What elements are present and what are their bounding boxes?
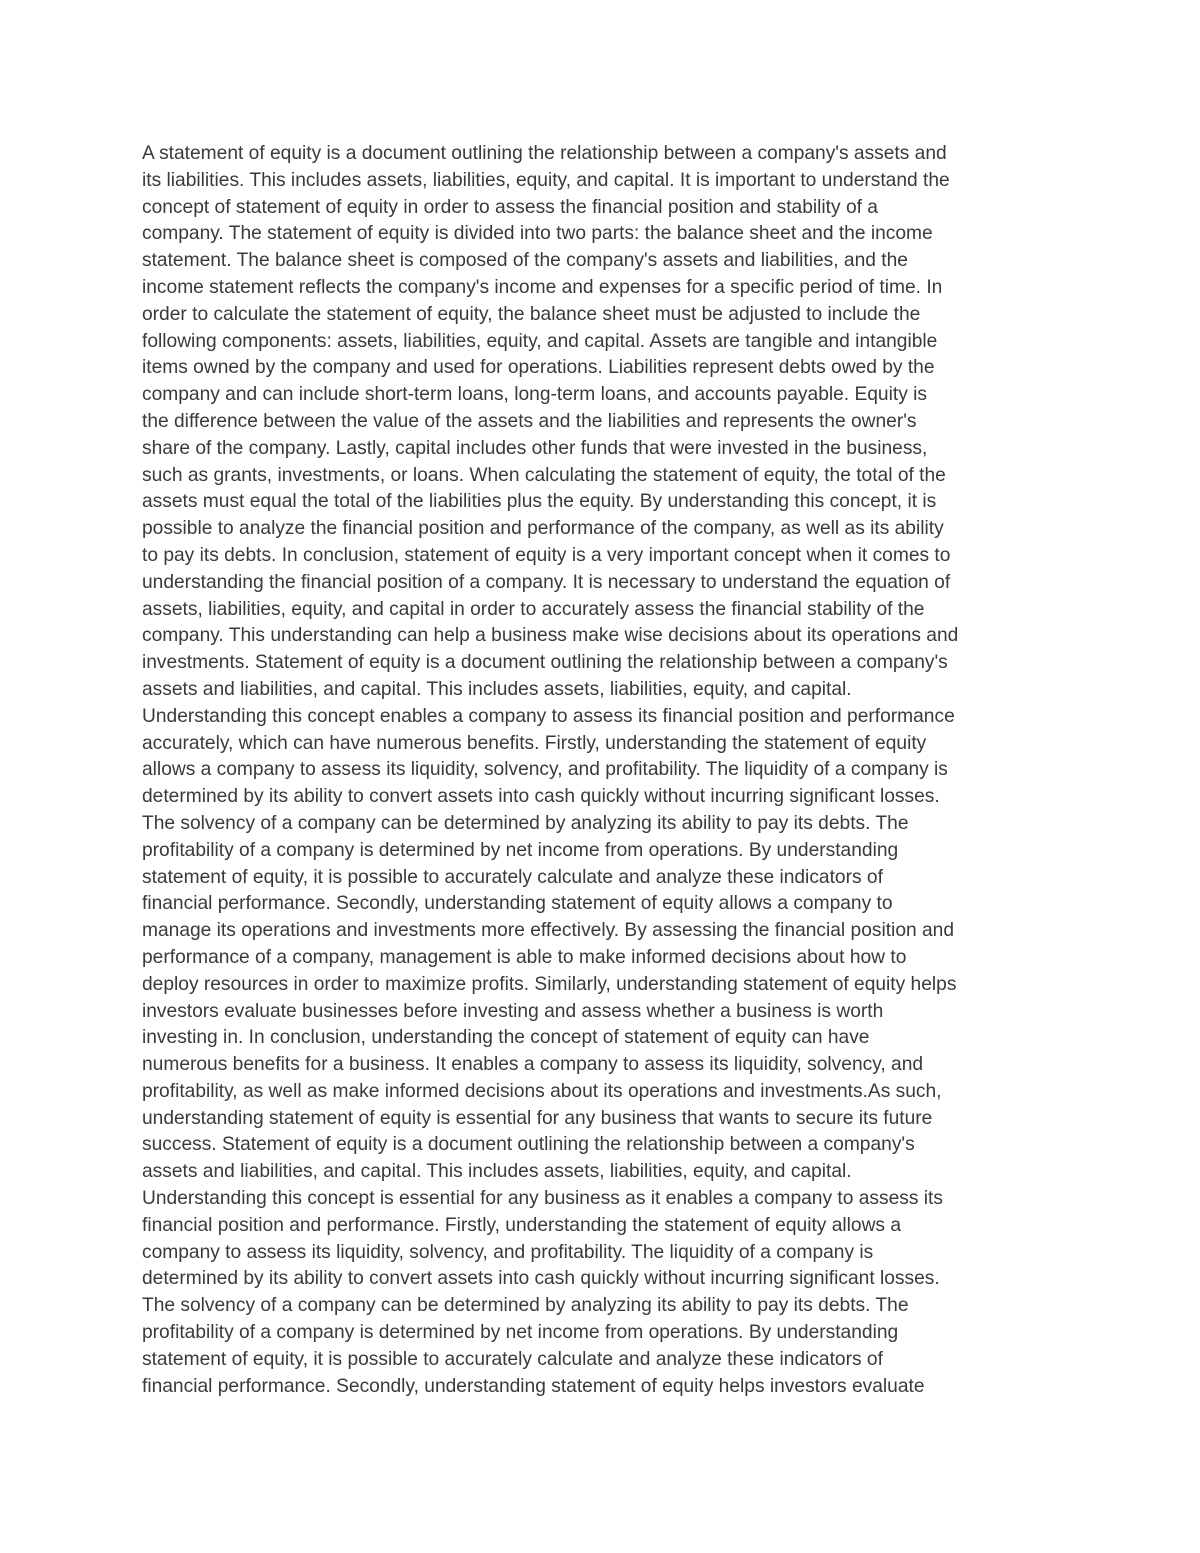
body-paragraph <box>142 141 1102 1400</box>
text-line: numerous benefits for a business. It enables a company to assess its liquidity, solvency, and <box>142 1054 924 1076</box>
text-line: Understanding this concept is essential for any business as it enables a company to assess its <box>142 1188 943 1210</box>
text-line: determined by its ability to convert assets into cash quickly without incurring significant losses. <box>142 1268 940 1290</box>
text-line: statement of equity, it is possible to accurately calculate and analyze these indicators of <box>142 866 883 888</box>
text-line: assets must equal the total of the liabilities plus the equity. By understanding this concept, it is <box>142 491 937 513</box>
text-line: assets, liabilities, equity, and capital in order to accurately assess the financial stability of the <box>142 598 925 620</box>
text-line: statement. The balance sheet is composed of the company's assets and liabilities, and the <box>142 250 908 272</box>
text-line: profitability, as well as make informed decisions about its operations and investments.As such, <box>142 1080 942 1102</box>
text-line: performance of a company, management is able to make informed decisions about how to <box>142 946 907 968</box>
text-line: company. This understanding can help a business make wise decisions about its operations and <box>142 625 959 647</box>
text-line: A statement of equity is a document outlining the relationship between a company's assets and <box>142 143 947 164</box>
text-line: concept of statement of equity in order to assess the financial position and stability of a <box>142 196 878 218</box>
text-line: order to calculate the statement of equity, the balance sheet must be adjusted to include the <box>142 303 921 325</box>
text-line: understanding the financial position of a company. It is necessary to understand the equation of <box>142 571 951 593</box>
text-line: investors evaluate businesses before investing and assess whether a business is worth <box>142 1000 884 1022</box>
text-line: success. Statement of equity is a document outlining the relationship between a company's <box>142 1134 915 1156</box>
text-line: The solvency of a company can be determined by analyzing its ability to pay its debts. The <box>142 1295 909 1317</box>
text-line: Understanding this concept enables a company to assess its financial position and performance <box>142 705 955 727</box>
text-line: financial performance. Secondly, understanding statement of equity helps investors evaluate <box>142 1375 925 1397</box>
text-line: to pay its debts. In conclusion, statement of equity is a very important concept when it comes to <box>142 544 951 566</box>
text-line: assets and liabilities, and capital. This includes assets, liabilities, equity, and capital. <box>142 1161 852 1183</box>
text-line: its liabilities. This includes assets, liabilities, equity, and capital. It is important to understand the <box>142 169 950 191</box>
text-line: financial performance. Secondly, understanding statement of equity allows a company to <box>142 893 893 915</box>
text-line: items owned by the company and used for operations. Liabilities represent debts owed by the <box>142 357 935 379</box>
text-line: assets and liabilities, and capital. This includes assets, liabilities, equity, and capital. <box>142 678 852 700</box>
text-line: such as grants, investments, or loans. When calculating the statement of equity, the total of the <box>142 464 946 486</box>
text-line: company. The statement of equity is divided into two parts: the balance sheet and the income <box>142 223 933 245</box>
text-line: manage its operations and investments more effectively. By assessing the financial position and <box>142 920 955 942</box>
text-line: determined by its ability to convert assets into cash quickly without incurring significant losses. <box>142 786 940 808</box>
text-line: The solvency of a company can be determined by analyzing its ability to pay its debts. The <box>142 812 909 834</box>
text-line: company and can include short-term loans, long-term loans, and accounts payable. Equity is <box>142 384 927 406</box>
text-line: allows a company to assess its liquidity, solvency, and profitability. The liquidity of a company is <box>142 759 948 781</box>
text-line: income statement reflects the company's income and expenses for a specific period of time. In <box>142 276 943 298</box>
text-line: company to assess its liquidity, solvency, and profitability. The liquidity of a company is <box>142 1241 874 1263</box>
text-line: understanding statement of equity is essential for any business that wants to secure its future <box>142 1107 933 1129</box>
text-line: deploy resources in order to maximize profits. Similarly, understanding statement of equity helps <box>142 973 957 995</box>
text-line: investing in. In conclusion, understanding the concept of statement of equity can have <box>142 1027 870 1049</box>
text-line: possible to analyze the financial position and performance of the company, as well as its ability <box>142 518 944 540</box>
text-line: profitability of a company is determined by net income from operations. By understanding <box>142 1322 899 1344</box>
text-line: financial position and performance. Firstly, understanding the statement of equity allows a <box>142 1214 902 1236</box>
text-line: following components: assets, liabilities, equity, and capital. Assets are tangible and intangible <box>142 330 938 352</box>
text-line: statement of equity, it is possible to accurately calculate and analyze these indicators of <box>142 1348 883 1370</box>
text-line: profitability of a company is determined by net income from operations. By understanding <box>142 839 899 861</box>
text-line: the difference between the value of the assets and the liabilities and represents the owner's <box>142 410 917 432</box>
text-line: investments. Statement of equity is a document outlining the relationship between a company's <box>142 652 948 674</box>
text-line: share of the company. Lastly, capital includes other funds that were invested in the business, <box>142 437 928 459</box>
text-line: accurately, which can have numerous benefits. Firstly, understanding the statement of equity <box>142 732 927 754</box>
